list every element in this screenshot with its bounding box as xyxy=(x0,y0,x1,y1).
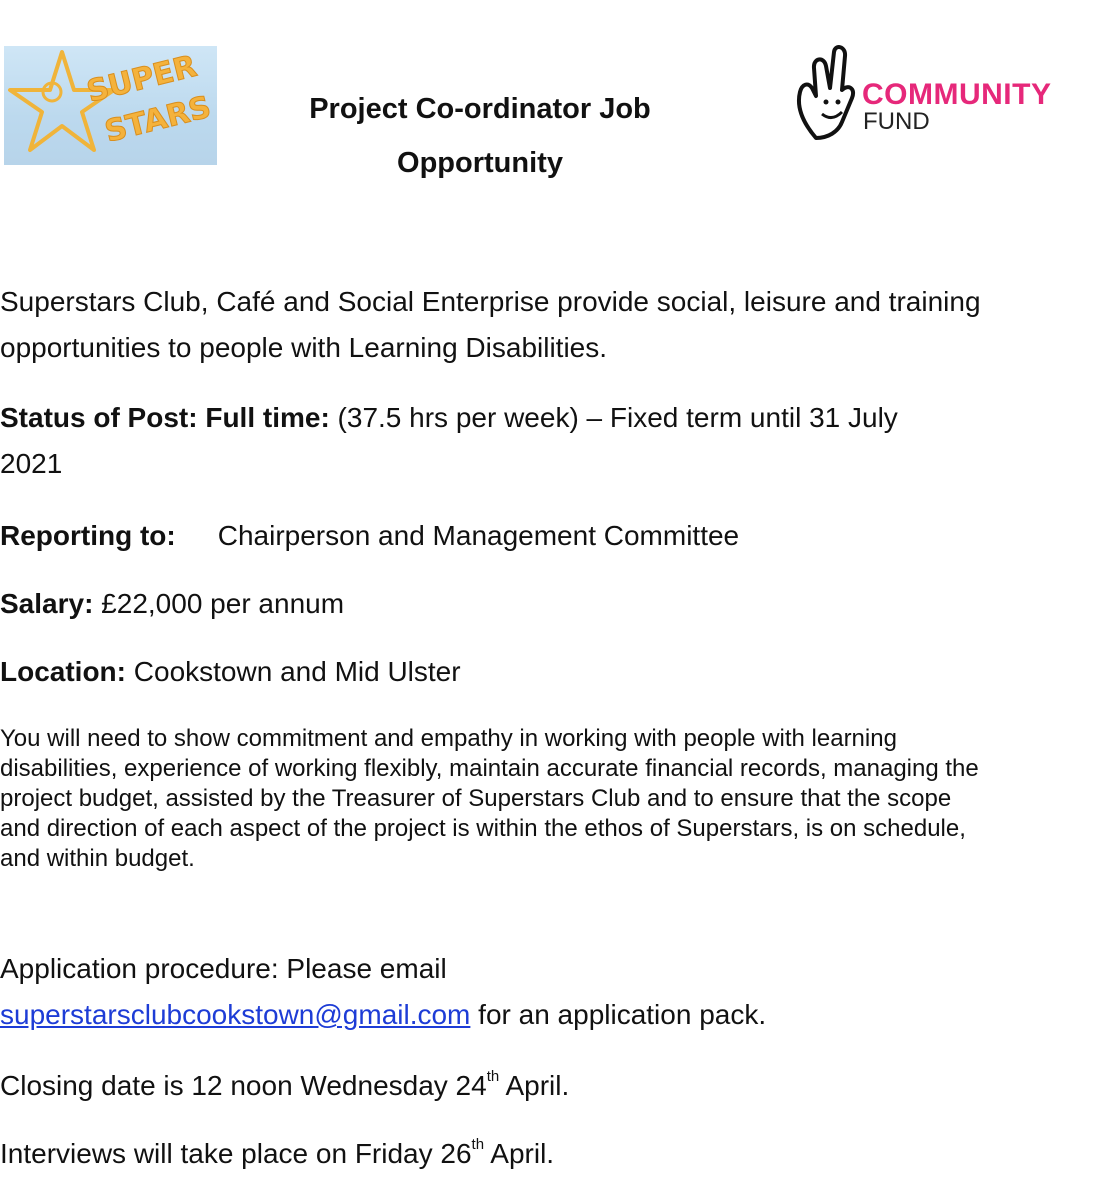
page-title xyxy=(260,82,700,190)
application-text: Application procedure: Please email xyxy=(0,953,447,984)
closing-suffix: April. xyxy=(499,1070,570,1101)
community-fund-text-2: FUND xyxy=(863,108,930,135)
status-value: (37.5 hrs per week) – Fixed term until 31 July 2021 xyxy=(0,402,898,479)
salary xyxy=(0,581,1090,627)
crossed-fingers-icon xyxy=(786,44,860,140)
location-value: Cookstown and Mid Ulster xyxy=(126,656,461,687)
application-suffix: for an application pack. xyxy=(470,999,767,1030)
reporting-value: Chairperson and Management Committee xyxy=(217,520,740,551)
closing-sup: th xyxy=(486,1067,500,1085)
closing-date xyxy=(0,1063,1090,1109)
status-of-post xyxy=(0,395,960,487)
application-procedure xyxy=(0,946,1000,1038)
intro-paragraph: Superstars Club, Café and Social Enterprise provide social, leisure and training opportunities to people with Learning Disabilities. xyxy=(0,286,981,363)
page-title-line-1: Project Co-ordinator Job xyxy=(309,93,651,125)
location-label: Location: xyxy=(0,656,126,687)
salary-value: £22,000 per annum xyxy=(93,588,345,619)
superstars-logo xyxy=(4,46,217,165)
salary-label: Salary: xyxy=(0,588,94,619)
application-email-link[interactable]: superstarsclubcookstown@gmail.com xyxy=(0,999,471,1030)
interviews-sup: th xyxy=(471,1135,485,1153)
reporting-to xyxy=(0,513,1090,559)
reporting-label: Reporting to: xyxy=(0,520,176,551)
community-fund-text-1: COMMUNITY xyxy=(862,78,1052,111)
closing-prefix: Closing date is 12 noon Wednesday 24 xyxy=(0,1070,487,1101)
superstars-logo-text-2: STARS xyxy=(101,89,215,150)
page-title-line-2: Opportunity xyxy=(397,147,563,179)
interviews-prefix: Interviews will take place on Friday 26 xyxy=(0,1138,472,1169)
interviews-suffix: April. xyxy=(484,1138,555,1169)
community-fund-logo xyxy=(786,44,1076,140)
superstars-star-icon xyxy=(4,46,217,165)
job-description: You will need to show commitment and empathy in working with people with learning disabilities, experience of working flexibly, maintain accurate financial records, managing the project budget, assisted by the Treasurer of Superstars Club and to ensure that the scope and direction of each aspect of the project is within the ethos of Superstars, is on schedule, and within budget. xyxy=(0,725,979,872)
interviews xyxy=(0,1131,1090,1177)
superstars-logo-text-1: SUPER xyxy=(83,48,201,110)
status-label: Status of Post: Full time: xyxy=(0,402,330,433)
location xyxy=(0,649,1090,695)
